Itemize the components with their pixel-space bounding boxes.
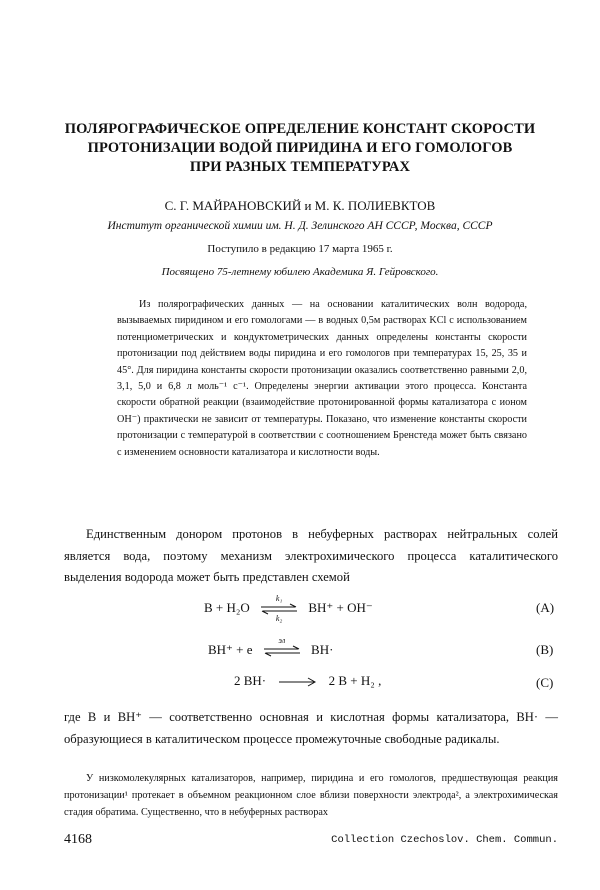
equation-a [204, 594, 373, 623]
page-number: 4168 [64, 832, 92, 847]
title-line-2: ПРОТОНИЗАЦИИ ВОДОЙ ПИРИДИНА И ЕГО ГОМОЛОГОВ [87, 140, 513, 156]
equation-c-label: (C) [536, 675, 554, 690]
intro-text: Единственным донором протонов в небуферных растворах нейтральных солей является вода, поэтому механизм электрохимического процесса каталитического выделения водорода может быть представлен схемой [64, 527, 558, 584]
equation-c [234, 673, 381, 689]
equation-c-left: 2 BH· [234, 673, 267, 688]
radicals-text: где B и BH⁺ — соответственно основная и кислотная формы катализатора, BH· — образующиеся в каталитическом процессе промежуточные свободные радикалы. [64, 710, 558, 746]
dedication: Посвящено 75-летнему юбилею Академика Я. Гейровского. [161, 266, 439, 278]
intro-paragraph [64, 524, 558, 589]
abstract [117, 297, 527, 461]
equation-c-right: 2 B + H₂ , [328, 673, 382, 688]
equation-b-left: BH⁺ + e [208, 641, 253, 657]
second-paragraph-text: У низкомолекулярных катализаторов, например, пиридина и его гомологов, предшествующая реакция протонизации¹ протекает в объемном реакционном слое вблизи поверхности электрода², а электрохимическая стадия обратима. Существенно, что в небуферных растворах [64, 773, 558, 818]
equation-a-left: B + H₂O [204, 599, 250, 615]
right-arrow-icon [277, 675, 317, 689]
abstract-text: Из полярографических данных — на основании каталитических волн водорода, вызываемых пиридином и его гомологами — в водных 0,5м растворах KCl с использованием потенциометрических и кондуктометрических данных определены константы скорости протонизации под действием воды пиридина и его гомологов при температурах 15, 25, 35 и 45°. Для пиридина константы скорости протонизации оказались соответственно равными 2,0, 3,1, 5,0 и 6,8 л моль⁻¹ с⁻¹. Определены энергии активации этого процесса. Константа скорости обратной реакции (взаимодействие протонированной формы катализатора с ионом OH⁻) практически не зависит от температуры. Показано, что изменение константы скорости протонизации с температурой в соответствии с соотношением Бренстеда может быть связано с изменением основности катализатора и кислотности воды. [117, 299, 527, 458]
second-paragraph [64, 770, 558, 821]
electrochemical-label: эл [278, 636, 286, 645]
radicals-paragraph [64, 707, 558, 750]
article-title [40, 120, 560, 177]
equation-b [208, 636, 334, 662]
equilibrium-arrow-icon [262, 636, 302, 662]
authors: С. Г. МАЙРАНОВСКИЙ и М. К. ПОЛИЕВКТОВ [164, 198, 436, 213]
journal-name: Collection Czechoslov. Chem. Commun. [331, 834, 558, 846]
equation-a-label: (A) [536, 600, 555, 615]
affiliation: Институт органической химии им. Н. Д. Зелинского АН СССР, Москва, СССР [107, 220, 493, 232]
rate-constant-k1: k₁ [275, 594, 283, 603]
equation-b-label: (B) [536, 642, 554, 657]
received-date: Поступило в редакцию 17 марта 1965 г. [207, 243, 393, 255]
equation-b-right: BH· [311, 641, 334, 657]
equation-a-right: BH⁺ + OH⁻ [308, 599, 373, 615]
title-line-3: ПРИ РАЗНЫХ ТЕМПЕРАТУРАХ [189, 159, 411, 175]
title-line-1: ПОЛЯРОГРАФИЧЕСКОЕ ОПРЕДЕЛЕНИЕ КОНСТАНТ СКОРОСТИ [64, 121, 536, 137]
equilibrium-arrow-icon [259, 594, 299, 623]
rate-constant-k2: k₂ [275, 614, 283, 623]
